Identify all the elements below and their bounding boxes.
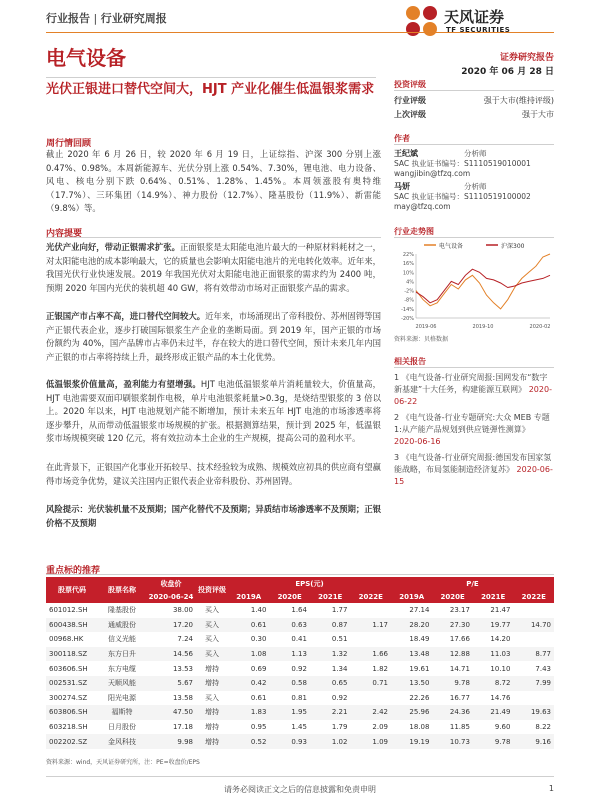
table-cell: 17.20	[146, 618, 196, 633]
table-cell: 603806.SH	[46, 705, 98, 720]
table-cell: 13.53	[172, 664, 193, 673]
table-cell: 14.76	[490, 693, 511, 702]
table-cell: 14.71	[449, 664, 470, 673]
table-row	[46, 676, 554, 691]
table-cell: 5.67	[146, 676, 196, 691]
table-cell: 27.30	[432, 618, 473, 633]
th-close-date: 2020-06-24	[146, 590, 196, 603]
table-cell: 买入	[205, 693, 219, 702]
table-row	[46, 647, 554, 662]
series-line	[416, 269, 550, 303]
th-year: 2021E	[473, 590, 514, 603]
risk-text: 光伏装机量不及预期；国产化替代不及预期；异质结市场渗透率不及预期；正银价格不及预期	[46, 504, 381, 528]
table-cell: 14.20	[490, 635, 511, 644]
table-cell: 增持	[205, 664, 219, 673]
analyst-name: 王纪斌	[394, 149, 418, 158]
x-tick-label: 2020-02	[529, 324, 551, 330]
analyst-role: 分析师	[464, 182, 487, 191]
table-cell: 东方电缆	[108, 664, 136, 673]
table-cell: 1.66	[350, 647, 391, 662]
table-cell: 16.77	[449, 693, 470, 702]
recommendation-table	[46, 577, 554, 749]
weekly-review-text: 截止 2020 年 6 月 26 日，较 2020 年 6 月 19 日，上证综指、沪深 300 分别上涨 0.47%、0.98%。本周新能源车、光伏分别上涨 0.54%、7.30%，锂电池、电力设备、风电、核电分别下跌 0.64%、0.51%、1.28%、1.45%。本周领涨股有奥特维（17.7%）、三环集团（14.9%）、神力股份（12.7%）、隆基股份（11.9%）、新雷能（9.8%）等。	[46, 149, 381, 214]
table-cell: 0.92	[331, 693, 348, 702]
table-cell: 1.34	[331, 664, 348, 673]
table-cell: 2.42	[350, 705, 391, 720]
table-cell: 0.41	[291, 635, 307, 644]
table-row	[46, 691, 554, 706]
summary-p3-body: HJT 电池低温银浆单片消耗量较大，价值量高，HJT 电池需要双面印刷银浆制作电极，单片电池银浆耗量>0.3g，是烧结型银浆的 3 倍以上。2020 年以来，HJT 电池规划产能不断增加，预计未来五年 HJT 电池的市场渗透率将逐步攀升，从而带动低温银浆市场规模的扩张。根据测算结果，预计到 2025 年，低温银浆市场规模突破 120 亿元，将有效拉动本土企业的生产规模，提高公司的盈利水平。	[46, 379, 381, 444]
table-cell: 增持	[205, 723, 219, 732]
th-close: 收盘价	[146, 577, 196, 590]
previous-rating-value: 强于大市	[522, 110, 554, 119]
analyst-card	[394, 149, 554, 179]
analyst-cert: SAC 执业证书编号：S1110519100002	[394, 192, 531, 201]
table-cell: 47.50	[146, 705, 196, 720]
table-row	[46, 734, 554, 749]
y-tick-label: 16%	[402, 261, 414, 268]
y-tick-label: -2%	[404, 288, 414, 295]
table-cell: 1.09	[350, 734, 391, 749]
table-cell: 21.49	[473, 705, 514, 720]
table-cell: 阳光电源	[108, 693, 136, 702]
report-title: 光伏正银进口替代空间大，HJT 产业化催生低温银浆需求	[46, 82, 375, 97]
brand-name-en: TF SECURITIES	[446, 26, 511, 34]
table-cell: 0.81	[291, 693, 307, 702]
table-cell: 8.72	[473, 676, 514, 691]
authors-divider	[394, 144, 554, 145]
analyst-email: wangjibin@tfzq.com	[394, 169, 471, 178]
related-text: 《电气设备-行业研究周报:德国发布国家氢能战略，布局氢能制造经济复苏》	[394, 453, 552, 474]
page-number: 1	[548, 784, 554, 793]
th-pe: P/E	[391, 577, 554, 590]
weekly-review-heading: 周行情回顾	[46, 139, 92, 149]
previous-rating-label: 上次评级	[394, 110, 426, 119]
table-cell: 0.51	[331, 635, 348, 644]
analyst-cert: SAC 执业证书编号：S1110519010001	[394, 159, 531, 168]
authors-heading: 作者	[394, 134, 410, 143]
table-cell: 17.18	[172, 723, 193, 732]
table-cell: 增持	[196, 676, 228, 691]
table-cell: 0.71	[350, 676, 391, 691]
table-cell: 1.77	[331, 606, 348, 615]
table-cell: 通威股份	[98, 618, 146, 633]
y-tick-label: 22%	[402, 252, 414, 258]
industry-rating-value: 强于大市(维持评级)	[483, 96, 554, 105]
table-row	[46, 618, 554, 633]
table-cell	[350, 632, 391, 647]
table-row	[46, 720, 554, 735]
table-cell: 27.14	[409, 606, 430, 615]
table-cell: 0.69	[250, 664, 267, 673]
table-cell: 1.32	[310, 647, 351, 662]
table-cell: 1.95	[269, 705, 310, 720]
table-cell: 23.17	[449, 606, 470, 615]
analyst-email: may@tfzq.com	[394, 202, 451, 211]
table-cell: 0.87	[310, 618, 351, 633]
th-rating: 投资评级	[196, 577, 228, 603]
th-year: 2022E	[513, 590, 554, 603]
th-year: 2022E	[350, 590, 391, 603]
related-text: 《电气设备-行业专题研究:大众 MEB 专题1:从产能产品规划到供应链弹性测算》	[394, 413, 550, 434]
table-cell: 10.73	[432, 734, 473, 749]
table-cell: 19.77	[473, 618, 514, 633]
table-title-divider	[46, 574, 554, 575]
table-cell: 1.45	[291, 723, 307, 732]
table-cell: 9.16	[513, 734, 554, 749]
th-code: 股票代码	[46, 577, 98, 603]
summary-p1-body: 正面银浆是太阳能电池片最大的一种原材料耗材之一，对太阳能电池的成本影响最大，它的质量也会影响太阳能电池片的光电转化效率。近年来，我国光伏行业快速发展。2019 年我国光伏对太阳能电池正面银浆的需求约为 2400 吨，预期 2020 年国内光伏的装机超 40 GW，将有效带动市场对正面银浆产品的需求。	[46, 242, 381, 293]
related-item[interactable]	[394, 412, 554, 448]
table-cell: 金风科技	[98, 734, 146, 749]
header-separator: |	[93, 12, 98, 25]
related-item[interactable]	[394, 452, 554, 488]
table-cell: 1.13	[269, 647, 310, 662]
table-cell: 东方日升	[98, 647, 146, 662]
legend-label: 电气设备	[439, 243, 464, 250]
table-cell: 11.03	[473, 647, 514, 662]
related-divider	[394, 367, 554, 368]
table-cell: 隆基股份	[108, 606, 136, 615]
table-source-note: 资料来源：wind，天风证券研究所，注：PE=收盘价/EPS	[46, 759, 200, 766]
th-year: 2020E	[269, 590, 310, 603]
table-cell: 002202.SZ	[46, 734, 98, 749]
table-cell: 9.98	[146, 734, 196, 749]
trend-divider	[394, 237, 554, 238]
report-header	[46, 10, 167, 26]
table-cell: 22.26	[409, 693, 430, 702]
risk-label: 风险提示：	[46, 504, 88, 514]
table-cell: 0.61	[250, 693, 267, 702]
th-name: 股票名称	[98, 577, 146, 603]
table-cell: 9.78	[473, 734, 514, 749]
table-cell: 603606.SH	[49, 664, 88, 673]
table-cell: 日月股份	[108, 723, 136, 732]
table-cell: 14.56	[146, 647, 196, 662]
table-cell: 7.43	[535, 664, 551, 673]
th-year: 2021E	[310, 590, 351, 603]
table-cell: 0.92	[291, 664, 307, 673]
table-row	[46, 603, 554, 618]
brand-logo	[404, 4, 554, 40]
table-cell: 25.96	[391, 705, 432, 720]
th-year: 2019A	[391, 590, 432, 603]
trend-heading: 行业走势图	[394, 227, 434, 236]
table-cell: 8.22	[535, 723, 551, 732]
table-cell	[350, 691, 391, 706]
related-item[interactable]	[394, 372, 554, 408]
table-cell: 0.95	[250, 723, 267, 732]
table-cell: 9.60	[494, 723, 511, 732]
table-cell: 19.19	[391, 734, 432, 749]
table-cell: 0.52	[228, 734, 269, 749]
table-cell: 14.70	[513, 618, 554, 633]
table-cell: 10.10	[490, 664, 511, 673]
analyst-card	[394, 182, 554, 212]
y-tick-label: 10%	[402, 270, 414, 277]
related-date: 2020-06-16	[394, 437, 441, 446]
risk-warning	[46, 503, 381, 530]
summary-p1-lead: 光伏产业向好，带动正银需求扩张。	[46, 242, 180, 252]
table-cell: 19.63	[513, 705, 554, 720]
related-list	[394, 372, 554, 488]
x-tick-label: 2019-10	[472, 324, 494, 330]
summary-p2-lead: 正银国产市占率不高，进口替代空间较大。	[46, 311, 206, 321]
analyst-name: 马妍	[394, 182, 410, 191]
table-row	[46, 632, 554, 647]
table-cell: 18.49	[409, 635, 430, 644]
summary-heading: 内容提要	[46, 229, 83, 239]
table-cell: 2.21	[310, 705, 351, 720]
analyst-role: 分析师	[464, 149, 487, 158]
table-cell: 12.88	[432, 647, 473, 662]
related-num: 3	[394, 453, 400, 462]
table-cell: 0.58	[269, 676, 310, 691]
table-cell: 17.66	[449, 635, 470, 644]
y-tick-label: -20%	[401, 316, 414, 322]
table-cell: 买入	[205, 606, 219, 615]
table-cell: 300274.SZ	[49, 693, 88, 702]
rating-heading: 投资评级	[394, 80, 426, 89]
table-cell: 13.58	[172, 693, 193, 702]
table-cell: 28.20	[391, 618, 432, 633]
related-date: 2020-06-22	[394, 385, 552, 406]
table-cell: 1.02	[310, 734, 351, 749]
report-date: 2020 年 06 月 28 日	[461, 67, 554, 77]
table-cell: 1.79	[331, 723, 348, 732]
brand-name-cn: 天风证券	[444, 8, 505, 26]
table-cell	[513, 691, 554, 706]
table-title: 重点标的推荐	[46, 566, 101, 576]
table-cell: 买入	[196, 618, 228, 633]
table-cell: 0.30	[250, 635, 267, 644]
table-cell: 002531.SZ	[46, 676, 98, 691]
table-cell: 0.61	[228, 618, 269, 633]
table-cell: 11.85	[449, 723, 470, 732]
related-num: 1	[394, 373, 400, 382]
table-cell: 00968.HK	[49, 635, 84, 644]
footer-divider	[46, 776, 554, 777]
table-row	[46, 661, 554, 676]
summary-p2-body: 近年来，市场涌现出了帝科股份、苏州固锝等国产正银代表企业，逐步打破国际银浆生产企业的垄断局面。到 2019 年，国产正银的市场份额约为 40%，国产品牌市占率仍未过半，存在较大的进口替代空间，预计未来几年内国产正银的市占率将持续上升，最终形成正银产品的本土化优势。	[46, 311, 381, 362]
trend-source: 资料来源：贝格数据	[394, 336, 449, 343]
report-subcategory: 行业研究周报	[100, 12, 167, 25]
table-cell: 300118.SZ	[46, 647, 98, 662]
table-cell: 1.08	[228, 647, 269, 662]
related-date: 2020-06-15	[394, 465, 553, 486]
summary-paragraph-4: 在此背景下，正银国产化事业开拓较早、技术经验较为成熟、规模效应初具的供应商有望赢得市场竞争优势，建议关注国内正银代表企业帝科股份、苏州固锝。	[46, 462, 381, 486]
table-cell	[513, 603, 554, 618]
table-cell: 8.77	[513, 647, 554, 662]
table-cell: 9.78	[432, 676, 473, 691]
th-year: 2019A	[228, 590, 269, 603]
legend-label: 沪深300	[501, 243, 525, 250]
table-cell: 天顺风能	[98, 676, 146, 691]
table-cell: 增持	[196, 734, 228, 749]
report-type: 证券研究报告	[499, 53, 554, 63]
y-tick-label: -14%	[401, 306, 414, 313]
sector-title: 电气设备	[46, 46, 126, 70]
th-eps: EPS(元)	[228, 577, 391, 590]
table-cell: 信义光能	[108, 635, 136, 644]
summary-divider	[46, 237, 381, 238]
trend-chart	[394, 240, 554, 330]
table-cell: 1.40	[250, 606, 267, 615]
table-cell: 13.48	[391, 647, 432, 662]
table-cell: 买入	[196, 647, 228, 662]
table-row	[46, 705, 554, 720]
table-cell: 1.64	[291, 606, 307, 615]
table-cell: 0.93	[269, 734, 310, 749]
table-cell	[513, 632, 554, 647]
table-cell: 福斯特	[98, 705, 146, 720]
table-cell: 13.50	[391, 676, 432, 691]
table-cell: 18.08	[409, 723, 430, 732]
report-category: 行业报告	[46, 12, 90, 25]
summary-paragraph-1	[46, 241, 381, 295]
rating-divider	[394, 90, 554, 91]
table-cell: 19.61	[409, 664, 430, 673]
industry-rating-label: 行业评级	[394, 96, 426, 105]
table-cell: 0.65	[310, 676, 351, 691]
table-cell: 603218.SH	[49, 723, 88, 732]
summary-paragraph-3	[46, 378, 381, 446]
table-cell: 7.99	[513, 676, 554, 691]
table-cell: 0.42	[228, 676, 269, 691]
table-cell: 7.24	[177, 635, 193, 644]
table-cell	[350, 603, 391, 618]
related-heading: 相关报告	[394, 357, 426, 366]
summary-p3-lead: 低温银浆价值量高，盈利能力有望增强。	[46, 379, 201, 389]
table-cell: 601012.SH	[49, 606, 88, 615]
summary-paragraph-2	[46, 310, 381, 364]
table-cell: 600438.SH	[46, 618, 98, 633]
table-cell: 1.83	[228, 705, 269, 720]
footer-disclaimer: 请务必阅读正文之后的信息披露和免责申明	[224, 785, 376, 794]
header-divider	[46, 32, 554, 33]
table-cell: 21.47	[490, 606, 511, 615]
table-cell: 买入	[205, 635, 219, 644]
table-cell: 1.82	[372, 664, 388, 673]
th-year: 2020E	[432, 590, 473, 603]
related-num: 2	[394, 413, 400, 422]
table-cell: 2.09	[372, 723, 388, 732]
title-divider	[46, 77, 376, 78]
table-body	[46, 603, 554, 749]
table-cell: 0.63	[269, 618, 310, 633]
related-text: 《电气设备-行业研究周报:国网发布“数字新基建”十大任务，构建能源互联网》	[394, 373, 548, 394]
table-cell: 38.00	[172, 606, 193, 615]
y-tick-label: 4%	[406, 279, 414, 286]
table-cell: 增持	[196, 705, 228, 720]
table-cell: 24.36	[432, 705, 473, 720]
y-tick-label: -8%	[404, 297, 414, 304]
x-tick-label: 2019-06	[415, 324, 437, 330]
table-cell: 1.17	[350, 618, 391, 633]
